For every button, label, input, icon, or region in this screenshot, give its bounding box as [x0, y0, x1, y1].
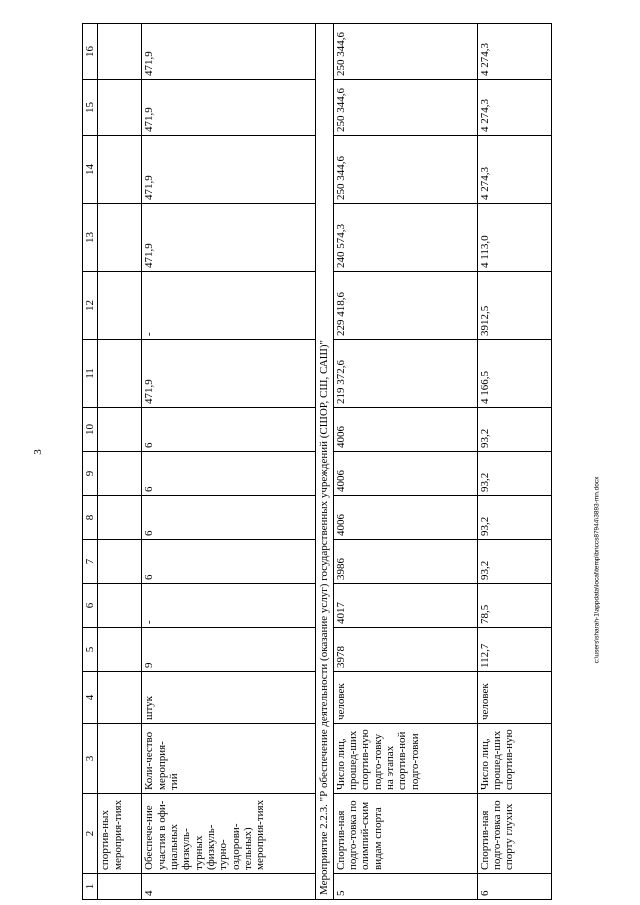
finance-cell: 471,9: [142, 24, 316, 80]
indicator-cell: [98, 724, 142, 794]
event-name-cell: Спортив-ная подго-товка по олимпий-ским видам спорта: [333, 794, 477, 874]
col-number: 14: [83, 136, 98, 204]
value-cell: 4006: [333, 452, 477, 496]
unit-cell: человек: [333, 672, 477, 724]
value-cell: 4006: [333, 408, 477, 452]
merged-event-title: Мероприятие 2.2.3. "Р обеспечение деятельности (оказание услуг) государственных учреждений (СШОР, СШ, САШ)": [316, 24, 333, 900]
value-cell: 112,7: [477, 628, 551, 672]
value-cell: 93,2: [477, 496, 551, 540]
value-cell: [98, 496, 142, 540]
finance-cell: 240 574,3: [333, 204, 477, 272]
col-number: 12: [83, 272, 98, 340]
value-cell: [98, 584, 142, 628]
value-cell: 93,2: [477, 408, 551, 452]
unit-cell: [98, 672, 142, 724]
unit-cell: штук: [142, 672, 316, 724]
indicator-cell: Число лиц, прошед-ших спортив-ную подго-товку на этапах спортив-ной подго-товки: [333, 724, 477, 794]
value-cell: 78,5: [477, 584, 551, 628]
rotated-table-wrapper: [82, 24, 558, 900]
finance-cell: 250 344,6: [333, 136, 477, 204]
event-name-cell: Обеспече-ние участия в офи-циальных физкуль-турных (физкуль-турно-оздорови-тельных) мероприя-тиях: [142, 794, 316, 874]
finance-cell: 4 274,3: [477, 136, 551, 204]
row-index: 4: [142, 874, 316, 900]
row-index: 5: [333, 874, 477, 900]
col-number: 13: [83, 204, 98, 272]
finance-cell: [98, 272, 142, 340]
finance-cell: 471,9: [142, 80, 316, 136]
finance-cell: 4 274,3: [477, 24, 551, 80]
merged-event-row: [316, 24, 333, 900]
finance-cell: 4 274,3: [477, 80, 551, 136]
value-cell: 6: [142, 408, 316, 452]
finance-cell: 471,9: [142, 136, 316, 204]
table-row: [142, 24, 316, 900]
col-number: 16: [83, 24, 98, 80]
value-cell: 6: [142, 452, 316, 496]
finance-cell: [98, 340, 142, 408]
finance-cell: 219 372,6: [333, 340, 477, 408]
table-row: [333, 24, 477, 900]
finance-cell: [98, 24, 142, 80]
finance-cell: 229 418,6: [333, 272, 477, 340]
value-cell: 4017: [333, 584, 477, 628]
value-cell: 3986: [333, 540, 477, 584]
finance-cell: [98, 204, 142, 272]
finance-cell: -: [142, 272, 316, 340]
finance-cell: 4 113,0: [477, 204, 551, 272]
finance-cell: 250 344,6: [333, 80, 477, 136]
finance-cell: 4 166,5: [477, 340, 551, 408]
col-number: 3: [83, 724, 98, 794]
value-cell: [98, 408, 142, 452]
col-number: 8: [83, 496, 98, 540]
col-number: 4: [83, 672, 98, 724]
col-number: 9: [83, 452, 98, 496]
row-index: 6: [477, 874, 551, 900]
column-number-row: [83, 24, 98, 900]
value-cell: 4006: [333, 496, 477, 540]
table-row: [98, 24, 142, 900]
col-number: 7: [83, 540, 98, 584]
event-name-cell: Спортив-ная подго-товка по спорту глухих: [477, 794, 551, 874]
col-number: 2: [83, 794, 98, 874]
col-number: 11: [83, 340, 98, 408]
indicator-cell: Коли-чество мероприя-тий: [142, 724, 316, 794]
value-cell: 93,2: [477, 540, 551, 584]
table-row: [477, 24, 551, 900]
col-number: 6: [83, 584, 98, 628]
value-cell: 3978: [333, 628, 477, 672]
col-number: 10: [83, 408, 98, 452]
col-number: 15: [83, 80, 98, 136]
finance-cell: 3912,5: [477, 272, 551, 340]
row-index: [98, 874, 142, 900]
finance-cell: [98, 80, 142, 136]
page-number: 3: [32, 449, 44, 455]
col-number: 5: [83, 628, 98, 672]
footer-file-path: c:\users\sharah-1\appdata\local\temp\bnccs87944\3893-mn.docx: [593, 476, 601, 664]
finance-cell: 471,9: [142, 204, 316, 272]
event-name-cell: спортив-ных мероприя-тиях: [98, 794, 142, 874]
value-cell: [98, 540, 142, 584]
value-cell: 6: [142, 540, 316, 584]
value-cell: 9: [142, 628, 316, 672]
finance-cell: 250 344,6: [333, 24, 477, 80]
indicator-cell: Число лиц, прошед-ших спортив-ную: [477, 724, 551, 794]
value-cell: 6: [142, 496, 316, 540]
col-number: 1: [83, 874, 98, 900]
unit-cell: человек: [477, 672, 551, 724]
plan-table: [82, 23, 552, 900]
value-cell: 93,2: [477, 452, 551, 496]
finance-cell: [98, 136, 142, 204]
value-cell: [98, 452, 142, 496]
value-cell: [98, 628, 142, 672]
value-cell: -: [142, 584, 316, 628]
finance-cell: 471,9: [142, 340, 316, 408]
